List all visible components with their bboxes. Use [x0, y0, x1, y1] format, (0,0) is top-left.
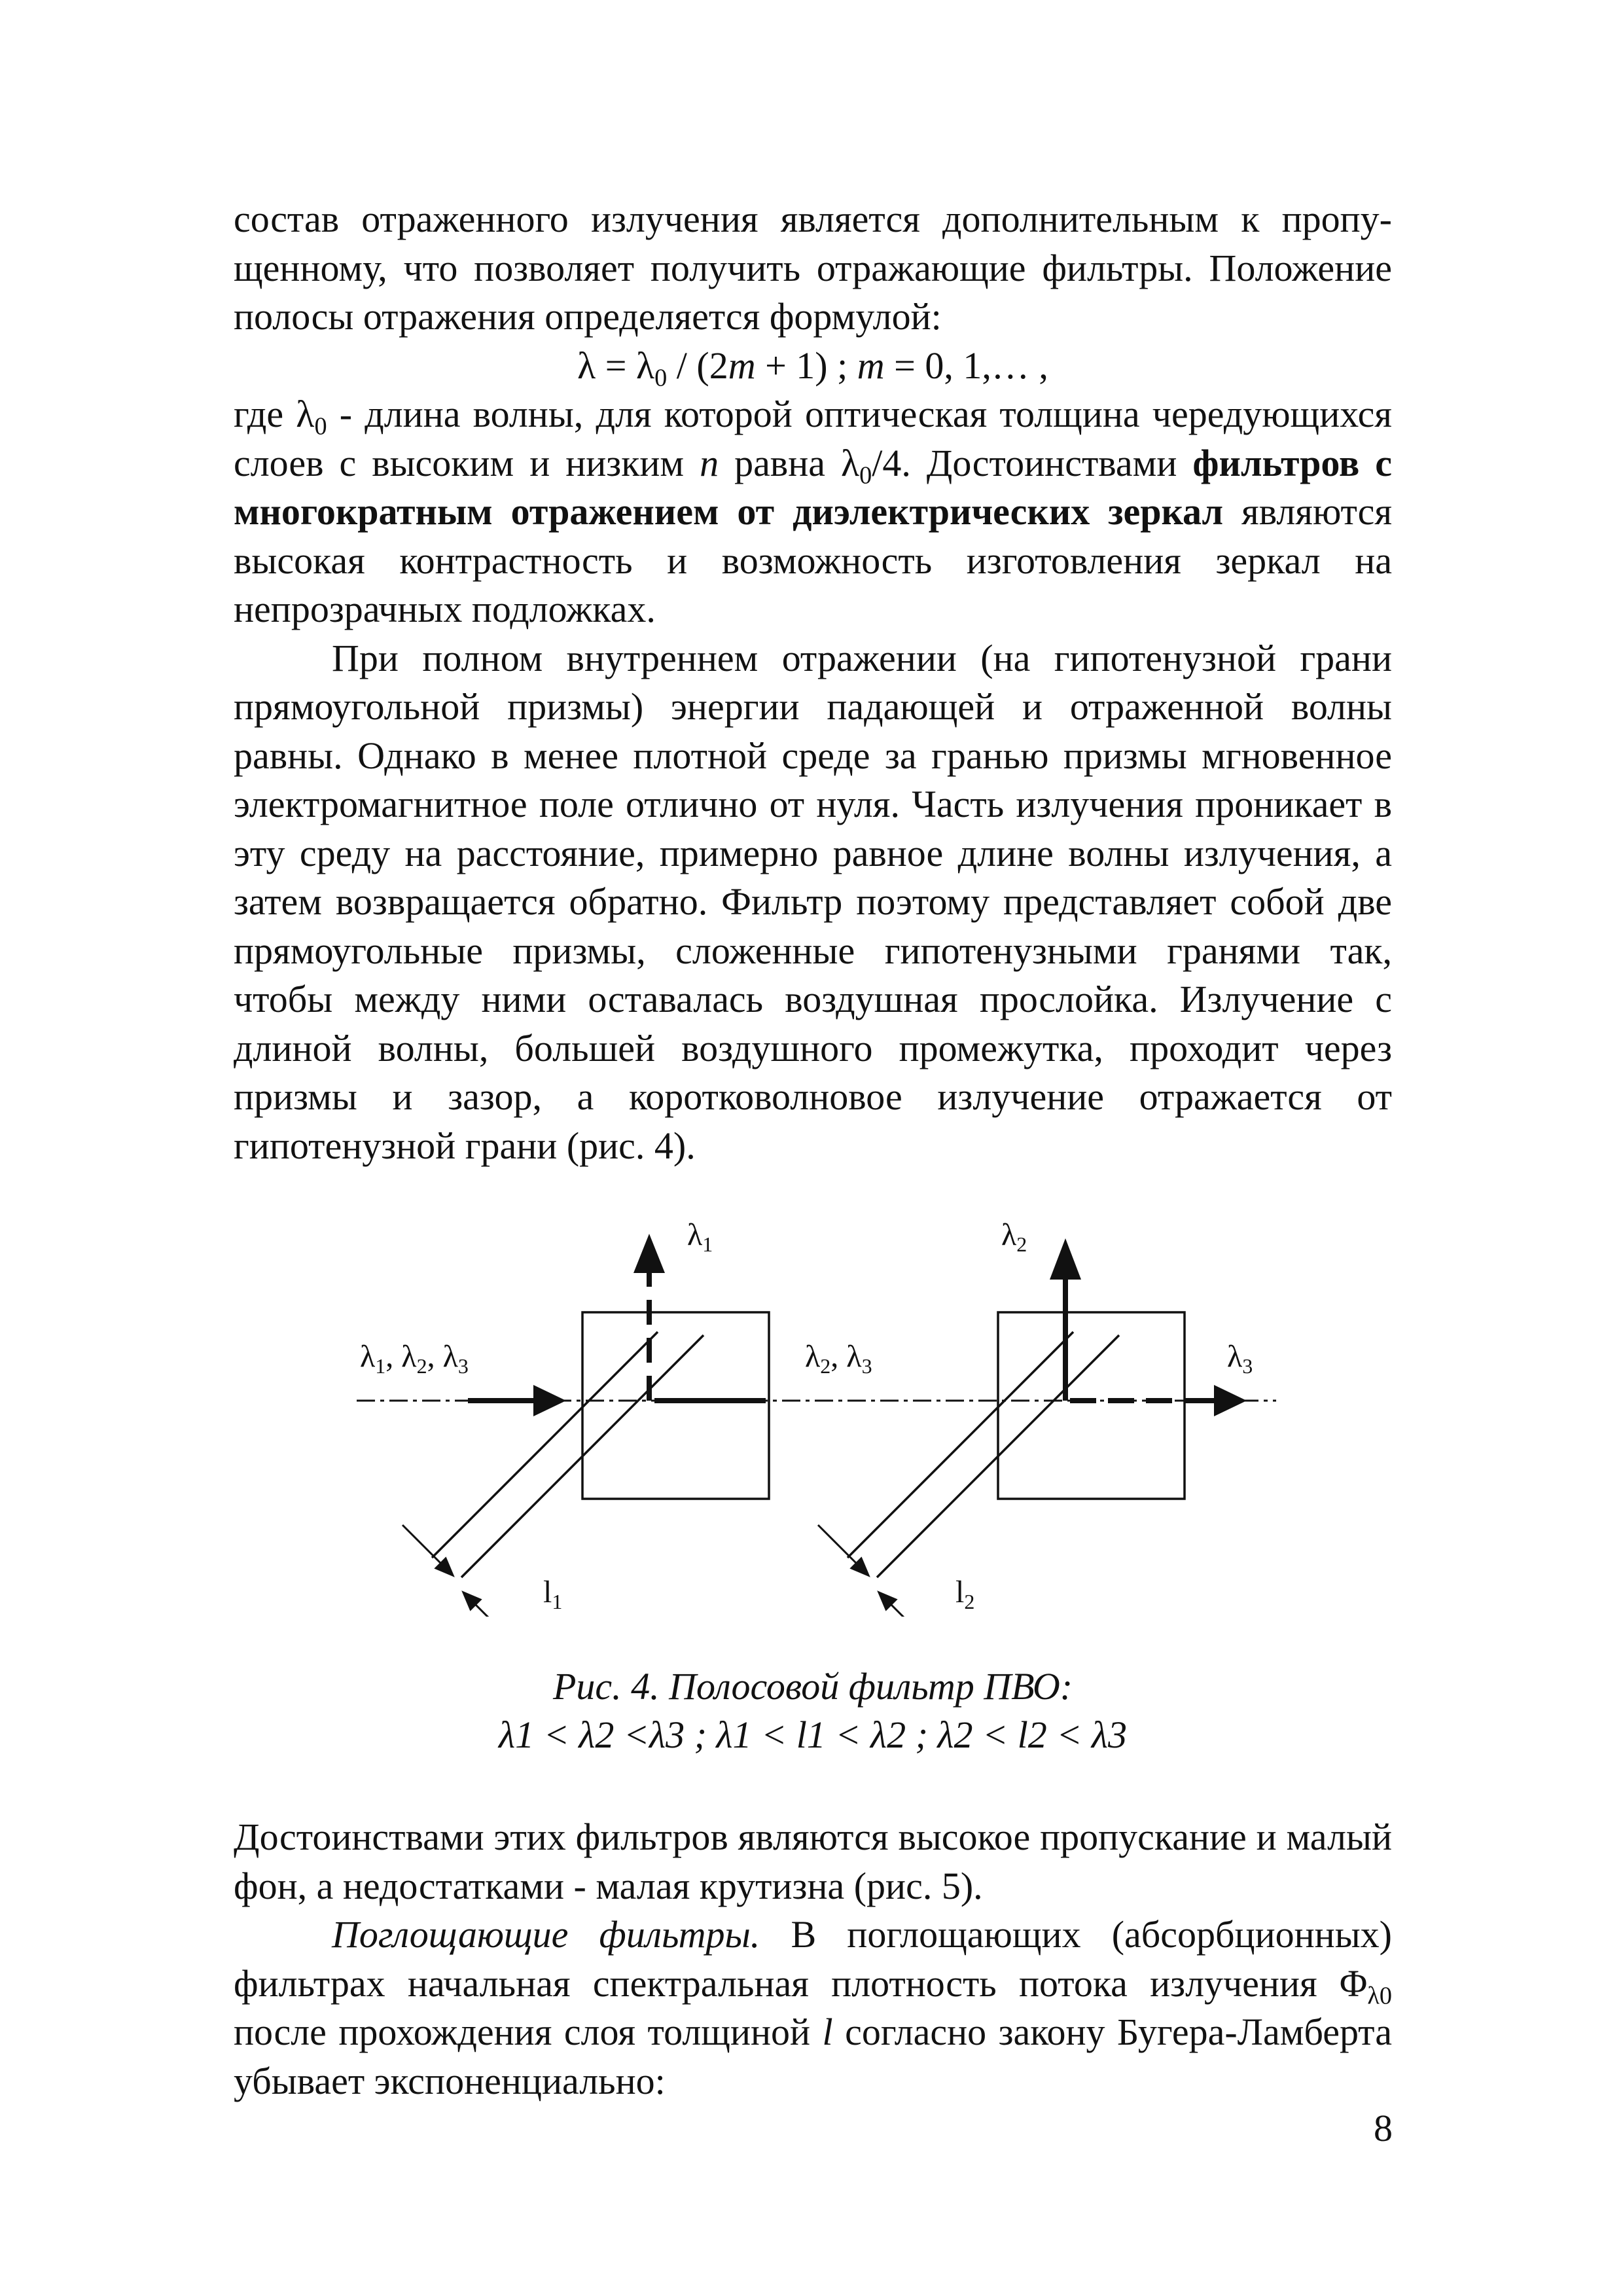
text-block-bottom [234, 1813, 1392, 2106]
paragraph-3: При полном внутреннем отражении (на гипотенузной грани прямоугольной призмы) энергии падающей и отраженной волны равны. Однако в менее плотной среде за гранью призмы мгновенное электромагнитное поле отлично от нуля. Часть излучения проникает в эту среду на расстояние, примерно равное длине волны излучения, а затем возвращается обратно. Фильтр поэтому представляет собой две прямоугольные призмы, сложенные гипотенузными гранями так, чтобы между ними оставалась воздушная прослойка. Излучение с длиной волны, большей воздушного промежутка, проходит через призмы и зазор, а коротковолновое излучение отражается от гипотенузной грани (рис. 4). [234, 636, 1392, 1167]
paragraph-line: щенному, что позволяет получить отражающие фильтры. Положение [234, 246, 1392, 289]
page-number: 8 [1374, 2107, 1393, 2149]
paragraph-line: полосы отражения определяется формулой: [234, 295, 942, 338]
label-reflected-2: $\lambda_2$ [1001, 1217, 1027, 1256]
label-gap-2: $l_2$ [955, 1575, 975, 1613]
paragraph-line: состав отраженного излучения является дополнительным к пропу- [234, 198, 1392, 240]
label-gap-1: $l_1$ [543, 1575, 563, 1613]
caption-title: Рис. 4. Полосовой фильтр ПВО: [552, 1665, 1073, 1708]
label-input: $\lambda_1$, $\lambda_2$, $\lambda_3$ [360, 1339, 469, 1378]
paragraph-5: Поглощающие фильтры. В поглощающих (абсорбционных) фильтрах начальная спектральная плотность потока излучения $\Phi_{\lambda 0}$ после прохождения слоя толщиной l согласно закону Бугера-Ламберта убывает экспоненциально: [234, 1913, 1392, 2102]
bold-term: фильтров с многократным отражением от диэлектрических зеркал [234, 441, 1392, 533]
gap-indicator-2 [818, 1525, 929, 1617]
input-arrow [533, 1385, 566, 1416]
figure-caption [234, 1662, 1392, 1759]
caption-conditions: λ1 < λ2 <λ3 ; λ1 < l1 < λ2 ; λ2 < l2 < λ3 [498, 1713, 1128, 1756]
reflected-arrow-1 [633, 1234, 665, 1273]
paragraph-2: где $\lambda_0$ - длина волны, для которой оптическая толщина чередующихся слоев с высоким и низким n равна $\lambda_0/4$. Достоинствами фильтров с многократным отражением от диэлектрических зеркал являются высокая контрастность и возможность изготовления зеркал на непрозрачных подложках. [234, 393, 1393, 630]
figure-prism-filter [347, 1211, 1296, 1617]
italic-term: Поглощающие фильтры. [332, 1913, 760, 1956]
paragraph-4: Достоинствами этих фильтров являются высокое пропускание и малый фон, а недостатками - малая крутизна (рис. 5). [234, 1816, 1392, 1907]
label-reflected-1: $\lambda_1$ [687, 1217, 713, 1256]
output-arrow [1214, 1385, 1247, 1416]
formula: $\lambda = \lambda_0 / (2m + 1)$ ; m = 0, 1,… , [577, 344, 1048, 391]
prism-2 [847, 1312, 1185, 1577]
prism-1 [432, 1312, 769, 1577]
gap-indicator-1 [402, 1525, 514, 1617]
text-block-top [234, 195, 1392, 1170]
label-output: $\lambda_3$ [1227, 1339, 1253, 1378]
reflected-arrow-2 [1050, 1238, 1081, 1280]
label-transmitted-1: $\lambda_2$, $\lambda_3$ [805, 1339, 872, 1378]
